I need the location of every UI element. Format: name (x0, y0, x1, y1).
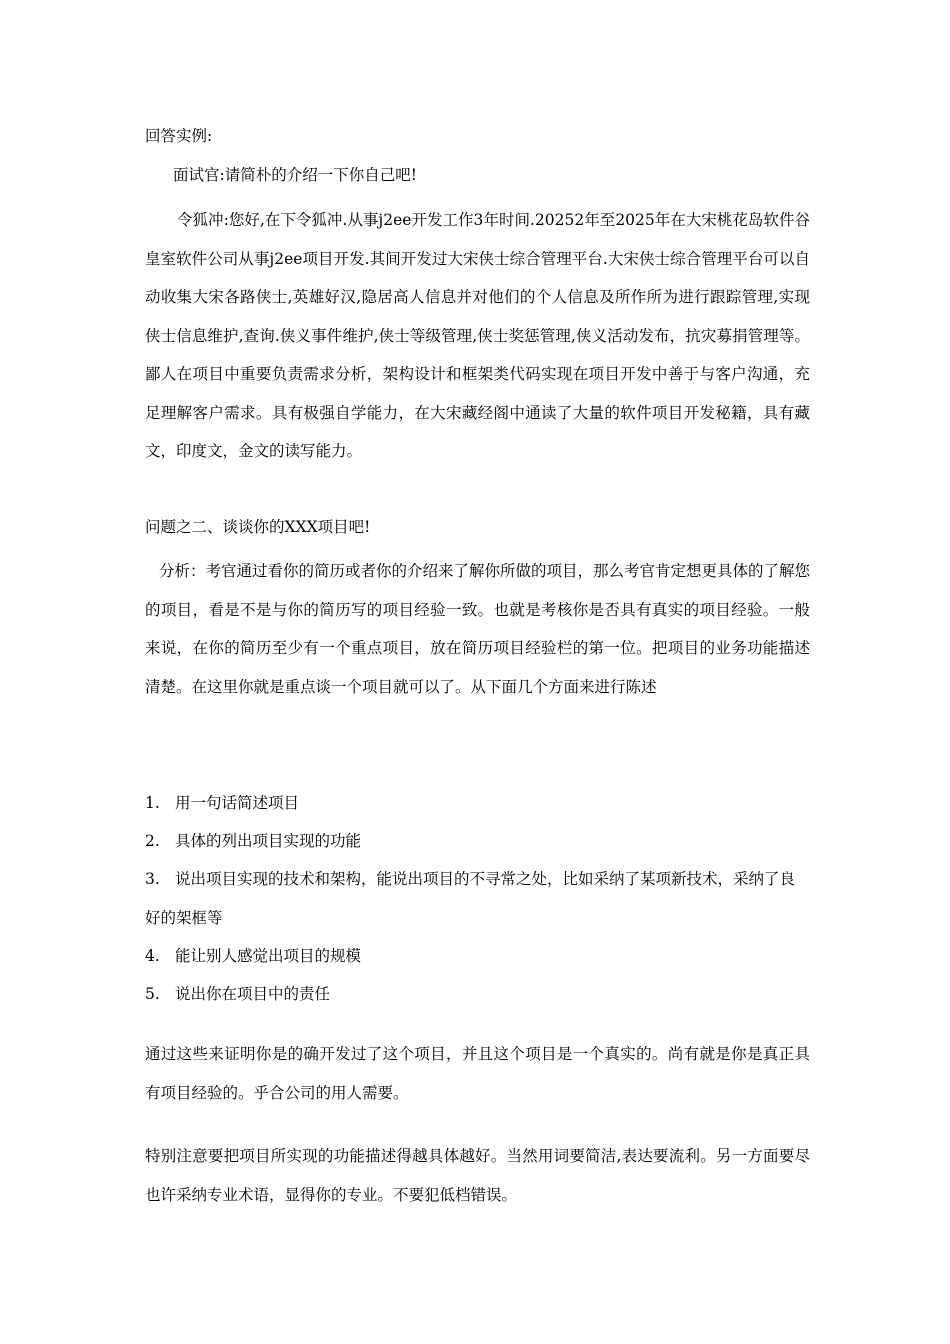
note-paragraph: 特别注意要把项目所实现的功能描述得越具体越好。当然用词要简洁,表达要流利。另一方面要尽也许采纳专业术语，显得你的专业。不要犯低档错误。 (145, 1147, 810, 1204)
list-item-text: 具体的列出项目实现的功能 (175, 832, 362, 850)
list-item-number: 2. (145, 832, 160, 850)
list-item-text: 用一句话简述项目 (175, 794, 300, 812)
list-item-text: 说出你在项目中的责任 (175, 985, 331, 1003)
list-item-text: 说出项目实现的技术和架构，能说出项目的不寻常之处，比如采纳了某项新技术，采纳了良好的架框等 (145, 870, 796, 927)
candidate-answer: 令狐冲:您好,在下令狐冲.从事j2ee开发工作3年时间.20252年至2025年在大宋桃花岛软件谷皇室软件公司从事j2ee项目开发.其间开发过大宋侠士综合管理平台.大宋侠士综合管理平台可以自动收集大宋各路侠士,英雄好汉,隐居高人信息并对他们的个人信息及所作所为进行跟踪管理,实现侠士信息维护,查询.侠义事件维护,侠士等级管理,侠士奖惩管理,侠义活动发布，抗灾募捐管理等。鄙人在项目中重要负责需求分析，架构设计和框架类代码实现在项目开发中善于与客户沟通，充足理解客户需求。具有极强自学能力，在大宋藏经阁中通读了大量的软件项目开发秘籍，具有藏文，印度文，金文的读写能力。 (145, 211, 810, 460)
analysis-paragraph: 分析：考官通过看你的简历或者你的介绍来了解你所做的项目，那么考官肯定想更具体的了解您的项目，看是不是与你的简历写的项目经验一致。也就是考核你是否具有真实的项目经验。一般来说，在你的简历至少有一个重点项目，放在简历项目经验栏的第一位。把项目的业务功能描述清楚。在这里你就是重点谈一个项目就可以了。从下面几个方面来进行陈述 (145, 562, 811, 696)
proof-paragraph: 通过这些来证明你是的确开发过了这个项目，并且这个项目是一个真实的。尚有就是你是真正具有项目经验的。乎合公司的用人需要。 (145, 1045, 810, 1102)
list-item (145, 822, 810, 860)
list-item (145, 975, 810, 1013)
list-item (145, 860, 810, 937)
list-item (145, 937, 810, 975)
example-heading: 回答实例: (145, 127, 213, 145)
list-item-text: 能让别人感觉出项目的规模 (175, 947, 362, 965)
points-list (145, 784, 810, 1013)
list-item-number: 4. (145, 947, 160, 965)
interviewer-question: 面试官:请简朴的介绍一下你自己吧! (173, 166, 417, 184)
list-item-number: 3. (145, 870, 160, 888)
list-item-number: 1. (145, 794, 160, 812)
question-2-title: 问题之二、谈谈你的XXX项目吧! (145, 518, 371, 536)
list-item-number: 5. (145, 985, 160, 1003)
list-item (145, 784, 810, 822)
